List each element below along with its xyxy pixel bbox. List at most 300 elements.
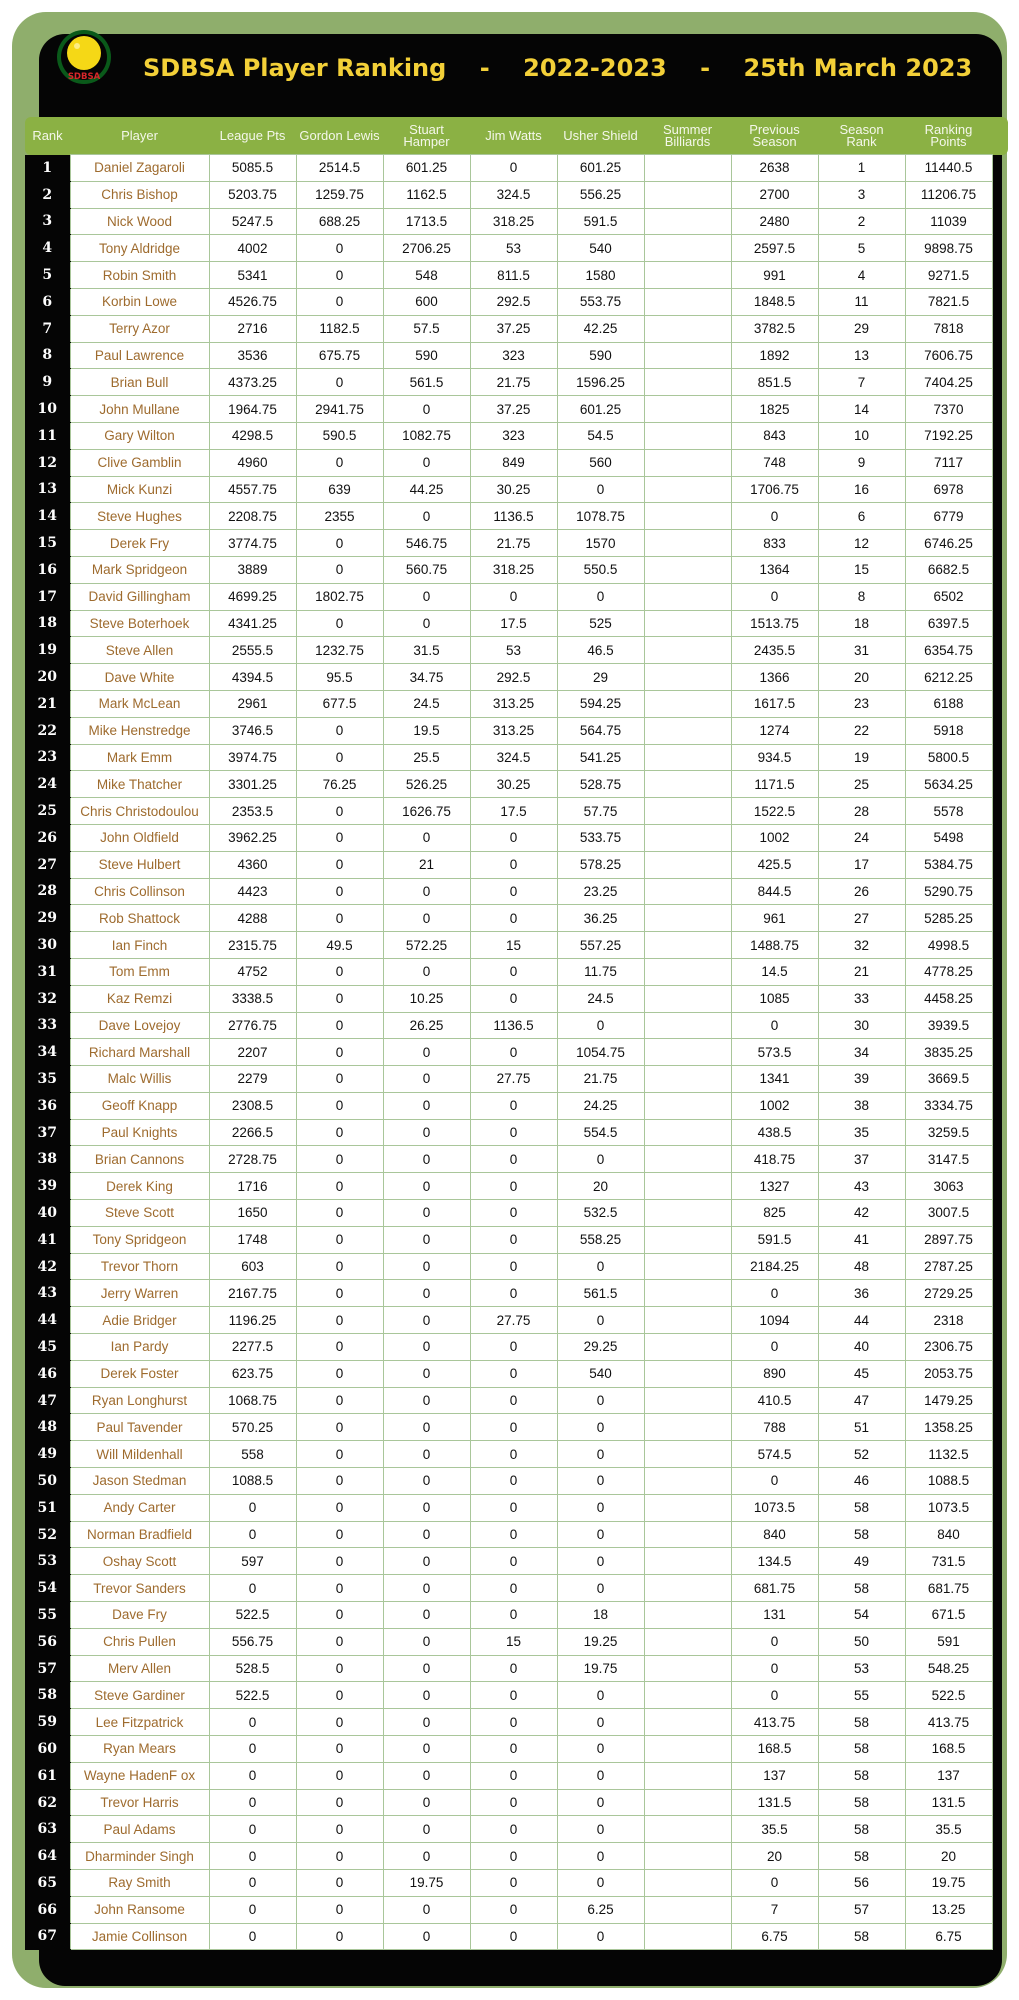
cell-rank: 22 bbox=[25, 717, 70, 744]
cell-player: Derek King bbox=[70, 1173, 209, 1200]
table-row bbox=[25, 1602, 992, 1629]
cell-season-rank: 29 bbox=[818, 315, 905, 342]
cell-summer-billiards bbox=[644, 315, 731, 342]
cell-gordon-lewis: 0 bbox=[296, 985, 383, 1012]
cell-league-pts: 522.5 bbox=[209, 1682, 296, 1709]
table-row bbox=[25, 342, 992, 369]
cell-gordon-lewis: 0 bbox=[296, 1762, 383, 1789]
table-row bbox=[25, 824, 992, 851]
cell-usher-shield: 0 bbox=[557, 1012, 644, 1039]
cell-previous-season: 1085 bbox=[731, 985, 818, 1012]
cell-usher-shield: 36.25 bbox=[557, 905, 644, 932]
cell-gordon-lewis: 0 bbox=[296, 744, 383, 771]
cell-rank: 25 bbox=[25, 798, 70, 825]
cell-ranking-points: 168.5 bbox=[905, 1736, 992, 1763]
column-header-rank: Rank bbox=[32, 128, 63, 144]
cell-player: Adie Bridger bbox=[70, 1307, 209, 1334]
cell-gordon-lewis: 0 bbox=[296, 798, 383, 825]
cell-season-rank: 42 bbox=[818, 1200, 905, 1227]
cell-season-rank: 58 bbox=[818, 1709, 905, 1736]
table-row bbox=[25, 235, 992, 262]
cell-gordon-lewis: 0 bbox=[296, 905, 383, 932]
cell-player: Nick Wood bbox=[70, 208, 209, 235]
cell-league-pts: 3962.25 bbox=[209, 824, 296, 851]
cell-previous-season: 2480 bbox=[731, 208, 818, 235]
cell-league-pts: 522.5 bbox=[209, 1602, 296, 1629]
cell-previous-season: 833 bbox=[731, 530, 818, 557]
cell-rank: 15 bbox=[25, 530, 70, 557]
table-row bbox=[25, 181, 992, 208]
cell-gordon-lewis: 1802.75 bbox=[296, 583, 383, 610]
cell-ranking-points: 5634.25 bbox=[905, 771, 992, 798]
cell-ranking-points: 6354.75 bbox=[905, 637, 992, 664]
cell-ranking-points: 7370 bbox=[905, 396, 992, 423]
cell-ranking-points: 1132.5 bbox=[905, 1441, 992, 1468]
cell-season-rank: 40 bbox=[818, 1334, 905, 1361]
cell-rank: 2 bbox=[25, 181, 70, 208]
cell-gordon-lewis: 0 bbox=[296, 1226, 383, 1253]
cell-usher-shield: 1054.75 bbox=[557, 1039, 644, 1066]
cell-jim-watts: 27.75 bbox=[470, 1307, 557, 1334]
cell-jim-watts: 0 bbox=[470, 851, 557, 878]
cell-ranking-points: 9271.5 bbox=[905, 262, 992, 289]
cell-player: Tom Emm bbox=[70, 958, 209, 985]
cell-player: Kaz Remzi bbox=[70, 985, 209, 1012]
table-header-row bbox=[25, 118, 992, 155]
cell-jim-watts: 0 bbox=[470, 1334, 557, 1361]
cell-jim-watts: 15 bbox=[470, 932, 557, 959]
cell-ranking-points: 3939.5 bbox=[905, 1012, 992, 1039]
cell-player: Steve Hulbert bbox=[70, 851, 209, 878]
cell-rank: 35 bbox=[25, 1066, 70, 1093]
table-row bbox=[25, 1280, 992, 1307]
cell-ranking-points: 7404.25 bbox=[905, 369, 992, 396]
cell-ranking-points: 11039 bbox=[905, 208, 992, 235]
cell-player: Trevor Sanders bbox=[70, 1575, 209, 1602]
cell-jim-watts: 0 bbox=[470, 1575, 557, 1602]
cell-gordon-lewis: 1259.75 bbox=[296, 181, 383, 208]
table-row bbox=[25, 583, 992, 610]
cell-summer-billiards bbox=[644, 1789, 731, 1816]
cell-ranking-points: 3669.5 bbox=[905, 1066, 992, 1093]
cell-season-rank: 20 bbox=[818, 664, 905, 691]
cell-summer-billiards bbox=[644, 556, 731, 583]
cell-gordon-lewis: 0 bbox=[296, 1575, 383, 1602]
cell-summer-billiards bbox=[644, 1521, 731, 1548]
cell-usher-shield: 20 bbox=[557, 1173, 644, 1200]
cell-previous-season: 1706.75 bbox=[731, 476, 818, 503]
cell-ranking-points: 7818 bbox=[905, 315, 992, 342]
cell-rank: 62 bbox=[25, 1789, 70, 1816]
cell-ranking-points: 591 bbox=[905, 1628, 992, 1655]
cell-previous-season: 418.75 bbox=[731, 1146, 818, 1173]
cell-gordon-lewis: 0 bbox=[296, 288, 383, 315]
cell-rank: 14 bbox=[25, 503, 70, 530]
cell-jim-watts: 27.75 bbox=[470, 1066, 557, 1093]
cell-usher-shield: 0 bbox=[557, 1575, 644, 1602]
cell-stuart-hamper: 0 bbox=[383, 1307, 470, 1334]
cell-season-rank: 6 bbox=[818, 503, 905, 530]
cell-summer-billiards bbox=[644, 583, 731, 610]
table-row bbox=[25, 208, 992, 235]
cell-usher-shield: 0 bbox=[557, 1146, 644, 1173]
cell-season-rank: 58 bbox=[818, 1521, 905, 1548]
cell-season-rank: 11 bbox=[818, 288, 905, 315]
cell-summer-billiards bbox=[644, 342, 731, 369]
cell-usher-shield: 29 bbox=[557, 664, 644, 691]
cell-season-rank: 4 bbox=[818, 262, 905, 289]
table-body bbox=[25, 155, 992, 1950]
cell-jim-watts: 324.5 bbox=[470, 744, 557, 771]
cell-usher-shield: 11.75 bbox=[557, 958, 644, 985]
cell-gordon-lewis: 2514.5 bbox=[296, 155, 383, 182]
cell-league-pts: 3974.75 bbox=[209, 744, 296, 771]
cell-rank: 30 bbox=[25, 932, 70, 959]
cell-season-rank: 44 bbox=[818, 1307, 905, 1334]
cell-league-pts: 603 bbox=[209, 1253, 296, 1280]
cell-rank: 53 bbox=[25, 1548, 70, 1575]
cell-player: Norman Bradfield bbox=[70, 1521, 209, 1548]
cell-stuart-hamper: 25.5 bbox=[383, 744, 470, 771]
table-row bbox=[25, 556, 992, 583]
cell-gordon-lewis: 0 bbox=[296, 1682, 383, 1709]
cell-jim-watts: 0 bbox=[470, 1200, 557, 1227]
cell-jim-watts: 849 bbox=[470, 449, 557, 476]
cell-rank: 52 bbox=[25, 1521, 70, 1548]
cell-jim-watts: 53 bbox=[470, 637, 557, 664]
cell-jim-watts: 323 bbox=[470, 422, 557, 449]
table-row bbox=[25, 610, 992, 637]
cell-summer-billiards bbox=[644, 905, 731, 932]
cell-stuart-hamper: 1082.75 bbox=[383, 422, 470, 449]
cell-player: John Ransome bbox=[70, 1896, 209, 1923]
table-row bbox=[25, 1012, 992, 1039]
table-row bbox=[25, 1200, 992, 1227]
table-row bbox=[25, 1789, 992, 1816]
cell-season-rank: 18 bbox=[818, 610, 905, 637]
cell-league-pts: 0 bbox=[209, 1843, 296, 1870]
cell-usher-shield: 24.25 bbox=[557, 1092, 644, 1119]
table-row bbox=[25, 1307, 992, 1334]
cell-rank: 67 bbox=[25, 1923, 70, 1950]
cell-usher-shield: 540 bbox=[557, 1360, 644, 1387]
cell-ranking-points: 5285.25 bbox=[905, 905, 992, 932]
cell-summer-billiards bbox=[644, 958, 731, 985]
cell-previous-season: 934.5 bbox=[731, 744, 818, 771]
cell-rank: 38 bbox=[25, 1146, 70, 1173]
cell-league-pts: 5203.75 bbox=[209, 181, 296, 208]
cell-season-rank: 32 bbox=[818, 932, 905, 959]
cell-jim-watts: 0 bbox=[470, 905, 557, 932]
cell-jim-watts: 0 bbox=[470, 1789, 557, 1816]
cell-previous-season: 0 bbox=[731, 1280, 818, 1307]
cell-usher-shield: 0 bbox=[557, 1414, 644, 1441]
cell-usher-shield: 601.25 bbox=[557, 155, 644, 182]
cell-summer-billiards bbox=[644, 422, 731, 449]
cell-previous-season: 1073.5 bbox=[731, 1494, 818, 1521]
cell-player: Mike Thatcher bbox=[70, 771, 209, 798]
cell-summer-billiards bbox=[644, 1575, 731, 1602]
cell-summer-billiards bbox=[644, 851, 731, 878]
cell-previous-season: 0 bbox=[731, 1334, 818, 1361]
cell-summer-billiards bbox=[644, 503, 731, 530]
cell-usher-shield: 1596.25 bbox=[557, 369, 644, 396]
cell-ranking-points: 1358.25 bbox=[905, 1414, 992, 1441]
cell-summer-billiards bbox=[644, 235, 731, 262]
table-row bbox=[25, 664, 992, 691]
cell-rank: 64 bbox=[25, 1843, 70, 1870]
table-row bbox=[25, 422, 992, 449]
cell-season-rank: 17 bbox=[818, 851, 905, 878]
cell-summer-billiards bbox=[644, 1494, 731, 1521]
table-row bbox=[25, 1923, 992, 1950]
cell-season-rank: 27 bbox=[818, 905, 905, 932]
cell-ranking-points: 131.5 bbox=[905, 1789, 992, 1816]
cell-summer-billiards bbox=[644, 1307, 731, 1334]
cell-jim-watts: 0 bbox=[470, 1682, 557, 1709]
cell-stuart-hamper: 1713.5 bbox=[383, 208, 470, 235]
cell-league-pts: 0 bbox=[209, 1789, 296, 1816]
cell-summer-billiards bbox=[644, 637, 731, 664]
cell-player: Mick Kunzi bbox=[70, 476, 209, 503]
cell-jim-watts: 0 bbox=[470, 1039, 557, 1066]
cell-usher-shield: 0 bbox=[557, 1923, 644, 1950]
cell-summer-billiards bbox=[644, 1414, 731, 1441]
cell-summer-billiards bbox=[644, 530, 731, 557]
cell-stuart-hamper: 0 bbox=[383, 1334, 470, 1361]
cell-rank: 54 bbox=[25, 1575, 70, 1602]
table-row bbox=[25, 1521, 992, 1548]
cell-player: Ray Smith bbox=[70, 1870, 209, 1897]
cell-rank: 47 bbox=[25, 1387, 70, 1414]
cell-stuart-hamper: 0 bbox=[383, 1923, 470, 1950]
cell-player: Paul Tavender bbox=[70, 1414, 209, 1441]
table-row bbox=[25, 530, 992, 557]
cell-gordon-lewis: 0 bbox=[296, 1200, 383, 1227]
cell-summer-billiards bbox=[644, 1548, 731, 1575]
cell-gordon-lewis: 0 bbox=[296, 1066, 383, 1093]
cell-previous-season: 134.5 bbox=[731, 1548, 818, 1575]
cell-gordon-lewis: 677.5 bbox=[296, 690, 383, 717]
cell-previous-season: 851.5 bbox=[731, 369, 818, 396]
cell-league-pts: 2353.5 bbox=[209, 798, 296, 825]
cell-jim-watts: 0 bbox=[470, 1280, 557, 1307]
cell-league-pts: 1748 bbox=[209, 1226, 296, 1253]
cell-league-pts: 0 bbox=[209, 1575, 296, 1602]
cell-previous-season: 0 bbox=[731, 1682, 818, 1709]
cell-previous-season: 131.5 bbox=[731, 1789, 818, 1816]
cell-jim-watts: 318.25 bbox=[470, 556, 557, 583]
cell-previous-season: 1848.5 bbox=[731, 288, 818, 315]
cell-ranking-points: 4998.5 bbox=[905, 932, 992, 959]
cell-rank: 17 bbox=[25, 583, 70, 610]
cell-rank: 37 bbox=[25, 1119, 70, 1146]
cell-league-pts: 5085.5 bbox=[209, 155, 296, 182]
cell-ranking-points: 7192.25 bbox=[905, 422, 992, 449]
cell-rank: 29 bbox=[25, 905, 70, 932]
cell-stuart-hamper: 0 bbox=[383, 1200, 470, 1227]
cell-previous-season: 573.5 bbox=[731, 1039, 818, 1066]
cell-jim-watts: 324.5 bbox=[470, 181, 557, 208]
cell-gordon-lewis: 0 bbox=[296, 1468, 383, 1495]
cell-league-pts: 4288 bbox=[209, 905, 296, 932]
cell-usher-shield: 21.75 bbox=[557, 1066, 644, 1093]
cell-player: Daniel Zagaroli bbox=[70, 155, 209, 182]
cell-previous-season: 991 bbox=[731, 262, 818, 289]
cell-ranking-points: 3147.5 bbox=[905, 1146, 992, 1173]
cell-jim-watts: 292.5 bbox=[470, 288, 557, 315]
cell-usher-shield: 0 bbox=[557, 1441, 644, 1468]
cell-league-pts: 597 bbox=[209, 1548, 296, 1575]
cell-stuart-hamper: 0 bbox=[383, 583, 470, 610]
cell-jim-watts: 1136.5 bbox=[470, 1012, 557, 1039]
cell-ranking-points: 6188 bbox=[905, 690, 992, 717]
cell-summer-billiards bbox=[644, 1843, 731, 1870]
cell-jim-watts: 0 bbox=[470, 1521, 557, 1548]
cell-previous-season: 890 bbox=[731, 1360, 818, 1387]
cell-season-rank: 48 bbox=[818, 1253, 905, 1280]
table-row bbox=[25, 932, 992, 959]
cell-season-rank: 26 bbox=[818, 878, 905, 905]
cell-usher-shield: 540 bbox=[557, 235, 644, 262]
cell-stuart-hamper: 572.25 bbox=[383, 932, 470, 959]
cell-previous-season: 1002 bbox=[731, 824, 818, 851]
table-row bbox=[25, 1843, 992, 1870]
cell-season-rank: 56 bbox=[818, 1870, 905, 1897]
cell-usher-shield: 54.5 bbox=[557, 422, 644, 449]
cell-league-pts: 2728.75 bbox=[209, 1146, 296, 1173]
cell-summer-billiards bbox=[644, 1334, 731, 1361]
column-header-season-rank: Season Rank bbox=[839, 122, 884, 149]
cell-player: Jason Stedman bbox=[70, 1468, 209, 1495]
cell-rank: 34 bbox=[25, 1039, 70, 1066]
cell-ranking-points: 3334.75 bbox=[905, 1092, 992, 1119]
cell-rank: 3 bbox=[25, 208, 70, 235]
cell-previous-season: 1341 bbox=[731, 1066, 818, 1093]
cell-jim-watts: 0 bbox=[470, 958, 557, 985]
cell-usher-shield: 533.75 bbox=[557, 824, 644, 851]
cell-previous-season: 0 bbox=[731, 1468, 818, 1495]
cell-ranking-points: 1073.5 bbox=[905, 1494, 992, 1521]
cell-usher-shield: 601.25 bbox=[557, 396, 644, 423]
table-row bbox=[25, 476, 992, 503]
cell-summer-billiards bbox=[644, 1226, 731, 1253]
cell-gordon-lewis: 0 bbox=[296, 1628, 383, 1655]
cell-ranking-points: 681.75 bbox=[905, 1575, 992, 1602]
cell-player: Will Mildenhall bbox=[70, 1441, 209, 1468]
cell-jim-watts: 0 bbox=[470, 1870, 557, 1897]
cell-rank: 43 bbox=[25, 1280, 70, 1307]
cell-jim-watts: 21.75 bbox=[470, 530, 557, 557]
cell-previous-season: 35.5 bbox=[731, 1816, 818, 1843]
cell-usher-shield: 0 bbox=[557, 476, 644, 503]
cell-jim-watts: 0 bbox=[470, 1736, 557, 1763]
cell-league-pts: 1196.25 bbox=[209, 1307, 296, 1334]
cell-usher-shield: 0 bbox=[557, 1468, 644, 1495]
cell-gordon-lewis: 0 bbox=[296, 449, 383, 476]
cell-season-rank: 54 bbox=[818, 1602, 905, 1629]
cell-stuart-hamper: 1626.75 bbox=[383, 798, 470, 825]
cell-jim-watts: 0 bbox=[470, 1494, 557, 1521]
cell-usher-shield: 561.5 bbox=[557, 1280, 644, 1307]
cell-previous-season: 20 bbox=[731, 1843, 818, 1870]
cell-player: Terry Azor bbox=[70, 315, 209, 342]
cell-summer-billiards bbox=[644, 1923, 731, 1950]
cell-previous-season: 961 bbox=[731, 905, 818, 932]
cell-stuart-hamper: 600 bbox=[383, 288, 470, 315]
cell-season-rank: 41 bbox=[818, 1226, 905, 1253]
table-row bbox=[25, 288, 992, 315]
cell-gordon-lewis: 0 bbox=[296, 958, 383, 985]
cell-season-rank: 2 bbox=[818, 208, 905, 235]
cell-gordon-lewis: 0 bbox=[296, 1709, 383, 1736]
cell-usher-shield: 0 bbox=[557, 1387, 644, 1414]
cell-rank: 65 bbox=[25, 1870, 70, 1897]
table-row bbox=[25, 449, 992, 476]
cell-league-pts: 3338.5 bbox=[209, 985, 296, 1012]
cell-jim-watts: 0 bbox=[470, 1387, 557, 1414]
cell-league-pts: 2315.75 bbox=[209, 932, 296, 959]
cell-ranking-points: 5498 bbox=[905, 824, 992, 851]
cell-usher-shield: 0 bbox=[557, 583, 644, 610]
cell-ranking-points: 7606.75 bbox=[905, 342, 992, 369]
cell-rank: 44 bbox=[25, 1307, 70, 1334]
table-row bbox=[25, 1736, 992, 1763]
cell-stuart-hamper: 0 bbox=[383, 1816, 470, 1843]
cell-stuart-hamper: 0 bbox=[383, 449, 470, 476]
cell-rank: 46 bbox=[25, 1360, 70, 1387]
cell-usher-shield: 0 bbox=[557, 1816, 644, 1843]
cell-season-rank: 5 bbox=[818, 235, 905, 262]
cell-stuart-hamper: 0 bbox=[383, 1092, 470, 1119]
cell-rank: 58 bbox=[25, 1682, 70, 1709]
cell-previous-season: 0 bbox=[731, 1870, 818, 1897]
table-row bbox=[25, 1816, 992, 1843]
cell-stuart-hamper: 0 bbox=[383, 1682, 470, 1709]
cell-gordon-lewis: 76.25 bbox=[296, 771, 383, 798]
cell-ranking-points: 20 bbox=[905, 1843, 992, 1870]
column-header-player: Player bbox=[121, 128, 158, 143]
cell-jim-watts: 0 bbox=[470, 1548, 557, 1575]
cell-player: Chris Collinson bbox=[70, 878, 209, 905]
cell-ranking-points: 11440.5 bbox=[905, 155, 992, 182]
cell-jim-watts: 0 bbox=[470, 1441, 557, 1468]
cell-previous-season: 6.75 bbox=[731, 1923, 818, 1950]
cell-rank: 59 bbox=[25, 1709, 70, 1736]
cell-player: Dave Fry bbox=[70, 1602, 209, 1629]
cell-league-pts: 4373.25 bbox=[209, 369, 296, 396]
cell-summer-billiards bbox=[644, 262, 731, 289]
cell-stuart-hamper: 0 bbox=[383, 824, 470, 851]
cell-usher-shield: 0 bbox=[557, 1709, 644, 1736]
cell-player: Mark Emm bbox=[70, 744, 209, 771]
cell-season-rank: 22 bbox=[818, 717, 905, 744]
cell-gordon-lewis: 49.5 bbox=[296, 932, 383, 959]
table-row bbox=[25, 1575, 992, 1602]
cell-jim-watts: 17.5 bbox=[470, 798, 557, 825]
cell-player: Paul Knights bbox=[70, 1119, 209, 1146]
cell-usher-shield: 558.25 bbox=[557, 1226, 644, 1253]
cell-previous-season: 131 bbox=[731, 1602, 818, 1629]
cell-season-rank: 16 bbox=[818, 476, 905, 503]
cell-jim-watts: 0 bbox=[470, 1119, 557, 1146]
cell-gordon-lewis: 0 bbox=[296, 1119, 383, 1146]
table-row bbox=[25, 1092, 992, 1119]
cell-stuart-hamper: 0 bbox=[383, 1039, 470, 1066]
cell-stuart-hamper: 2706.25 bbox=[383, 235, 470, 262]
cell-player: Dave Lovejoy bbox=[70, 1012, 209, 1039]
cell-previous-season: 0 bbox=[731, 1012, 818, 1039]
